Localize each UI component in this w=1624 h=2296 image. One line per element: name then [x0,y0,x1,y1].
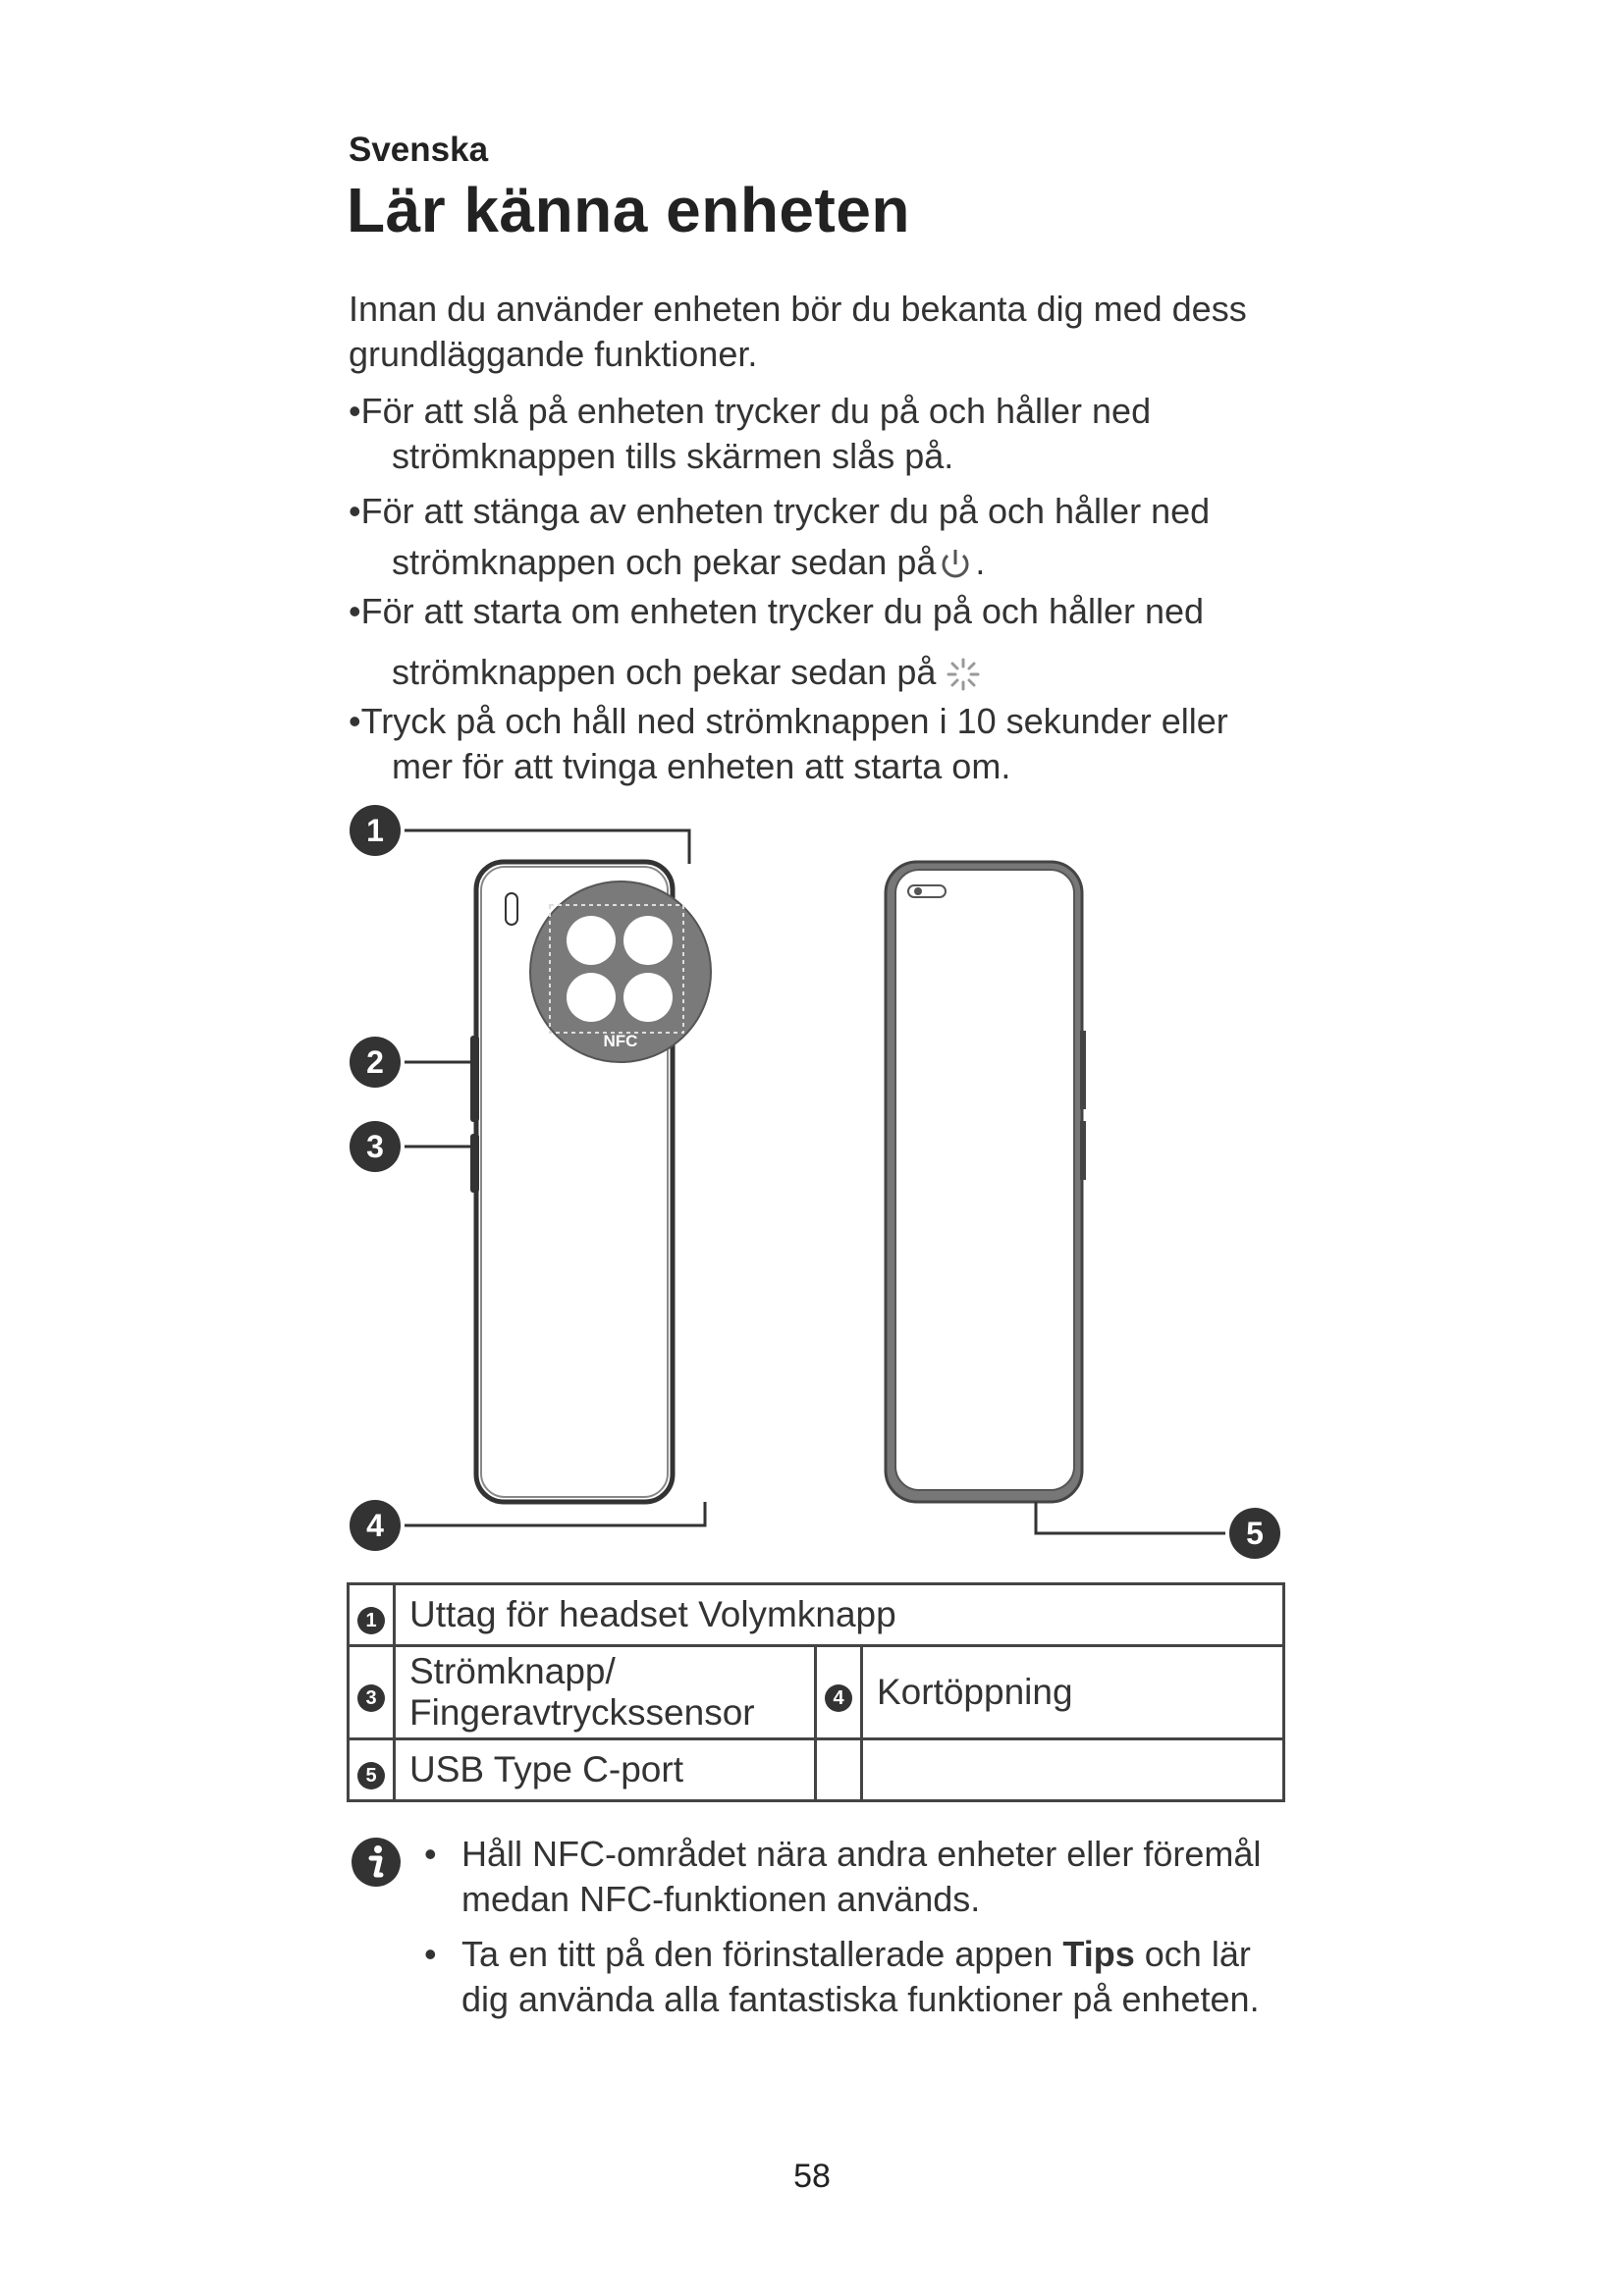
bullet-dot: • [424,1834,437,1874]
restart-icon [946,657,981,692]
bullet-line: •För att slå på enheten trycker du på och håller ned [349,391,1152,431]
part-label: USB Type C-port [409,1749,683,1789]
section-language: Svenska [349,131,489,169]
bullet-line: •För att stänga av enheten trycker du på och håller ned [349,491,1211,531]
nfc-label: NFC [603,1032,638,1050]
item-badge: 1 [357,1607,385,1634]
note-line: medan NFC-funktionen används. [461,1879,981,1919]
bullet-suffix: . [975,542,986,582]
table-cell-text [862,1646,1284,1739]
intro-paragraph: Innan du använder enheten bör du bekanta dig med dess grundläggande funktioner. [349,289,1247,374]
part-label: Strömknapp/ [409,1651,616,1691]
phone-back [470,862,711,1502]
callout-number: 5 [1246,1516,1264,1551]
info-icon [350,1836,403,1889]
table-cell-text [395,1584,1284,1646]
callout-number: 3 [366,1129,384,1164]
note-line: Håll NFC-området nära andra enheter eller föremål [461,1834,1262,1874]
bullet-restart [349,589,1330,695]
bullet-line: strömknappen och pekar sedan på [392,652,937,692]
part-label: Fingeravtryckssensor [409,1692,755,1733]
bullet-line: •Tryck på och håll ned strömknappen i 10 sekunder eller [349,701,1228,741]
callout-number: 2 [366,1044,384,1080]
item-badge: 5 [357,1762,385,1789]
table-cell-num [349,1646,395,1739]
bullet-line: mer för att tvinga enheten att starta om. [392,746,1011,786]
callout-3 [350,1121,401,1172]
note-line: dig använda alla fantastiska funktioner på enheten. [461,1979,1260,2019]
table-row [349,1739,1284,1801]
note-text: Ta en titt på den förinstallerade appen [461,1934,1063,1974]
page-number: 58 [793,2158,831,2195]
item-badge: 4 [825,1684,852,1712]
bullet-power-off [349,489,1330,585]
table-cell-num [349,1584,395,1646]
callout-number: 4 [366,1508,384,1543]
bullet-line: strömknappen och pekar sedan på [392,542,937,582]
callout-1 [350,805,401,856]
callout-5 [1229,1508,1280,1559]
part-label: Kortöppning [877,1672,1073,1712]
table-row [349,1584,1284,1646]
power-button [470,1134,479,1193]
note-item [424,1832,1308,1922]
note-text: och lär [1134,1934,1251,1974]
callout-4 [350,1500,401,1551]
table-cell-num [816,1739,862,1801]
table-cell-num [816,1646,862,1739]
bullet-line: •För att starta om enheten trycker du på och håller ned [349,591,1205,631]
item-badge: 3 [357,1684,385,1712]
bullet-power-on [349,389,1330,479]
table-row [349,1646,1284,1739]
table-cell-text [395,1739,816,1801]
note-item [424,1932,1308,2022]
phone-front [886,862,1086,1502]
parts-table [347,1582,1285,1802]
tips-app-name: Tips [1062,1934,1135,1974]
table-cell-num [349,1739,395,1801]
bullet-line: strömknappen tills skärmen slås på. [392,436,954,476]
callout-number: 1 [366,813,384,848]
volume-button [470,1036,479,1122]
page-title: Lär känna enheten [347,175,910,245]
bullet-force-restart [349,699,1330,789]
part-label: Uttag för headset Volymknapp [409,1594,896,1634]
table-cell-text [862,1739,1284,1801]
camera-module [530,881,711,1062]
bullet-dot: • [424,1934,437,1974]
power-icon [936,545,975,584]
callout-2 [350,1037,401,1088]
notes-list [424,1832,1308,2032]
device-diagram [334,795,1296,1580]
table-cell-text [395,1646,816,1739]
